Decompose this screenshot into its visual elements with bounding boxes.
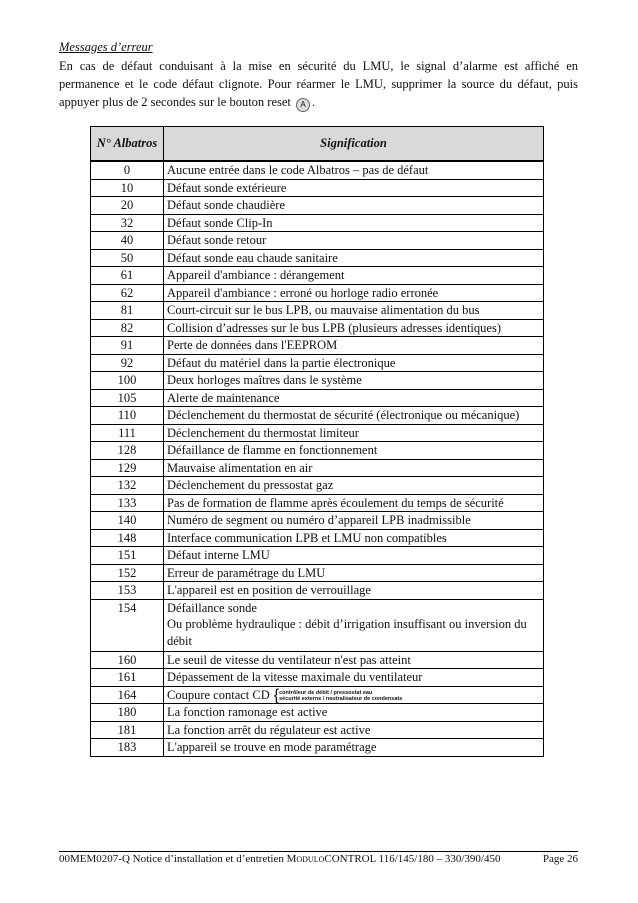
error-meaning-cell: Appareil d'ambiance : dérangement <box>164 267 544 285</box>
error-meaning-cell: Numéro de segment ou numéro d’appareil LPB inadmissible <box>164 512 544 530</box>
table-row <box>91 477 544 495</box>
error-meaning-cell: Déclenchement du thermostat limiteur <box>164 424 544 442</box>
error-meaning-cell: Le seuil de vitesse du ventilateur n'est pas atteint <box>164 651 544 669</box>
footer-doc-ref-a: 00MEM0207-Q Notice d’installation et d’entretien <box>59 853 287 865</box>
table-row <box>91 459 544 477</box>
table-row <box>91 232 544 250</box>
header-meaning: Signification <box>164 127 544 162</box>
table-row <box>91 564 544 582</box>
page-number: Page 26 <box>542 853 578 865</box>
error-code-cell: 92 <box>91 354 164 372</box>
table-row <box>91 512 544 530</box>
error-meaning-cell: Mauvaise alimentation en air <box>164 459 544 477</box>
table-row <box>91 179 544 197</box>
reset-button-icon: A <box>296 98 310 112</box>
page-footer <box>59 853 578 865</box>
brace-note <box>273 686 403 704</box>
error-code-cell: 132 <box>91 477 164 495</box>
error-meaning-cell: Défaut sonde retour <box>164 232 544 250</box>
error-code-cell: 110 <box>91 407 164 425</box>
error-meaning-cell: Défaillance de flamme en fonctionnement <box>164 442 544 460</box>
error-meaning-cell: Interface communication LPB et LMU non compatibles <box>164 529 544 547</box>
error-code-cell: 91 <box>91 337 164 355</box>
table-row <box>91 284 544 302</box>
table-row <box>91 721 544 739</box>
table-row <box>91 704 544 722</box>
error-code-cell: 10 <box>91 179 164 197</box>
error-code-cell: 0 <box>91 161 164 179</box>
error-meaning-cell: Défaut sonde eau chaude sanitaire <box>164 249 544 267</box>
error-meaning-cell: Dépassement de la vitesse maximale du ventilateur <box>164 669 544 687</box>
error-code-cell: 50 <box>91 249 164 267</box>
error-code-cell: 81 <box>91 302 164 320</box>
table-row <box>91 739 544 757</box>
error-code-table <box>90 126 544 757</box>
meaning-text: Coupure contact CD <box>167 687 270 702</box>
footer-doc-ref-b: CONTROL 116/145/180 – 330/390/450 <box>324 853 501 865</box>
table-row <box>91 161 544 179</box>
error-code-cell: 105 <box>91 389 164 407</box>
table-row <box>91 337 544 355</box>
error-meaning-cell <box>164 686 544 704</box>
table-row <box>91 669 544 687</box>
table-header-row <box>91 127 544 162</box>
meaning-line: Ou problème hydraulique : débit d’irrigation insuffisant ou inversion du débit <box>167 617 527 648</box>
table-row <box>91 267 544 285</box>
intro-paragraph <box>59 57 578 112</box>
footer-doc-ref-sc: Modulo <box>286 853 325 865</box>
intro-end: . <box>312 95 316 109</box>
error-meaning-cell: La fonction arrêt du régulateur est active <box>164 721 544 739</box>
error-code-cell: 161 <box>91 669 164 687</box>
error-meaning-cell: Défaut sonde Clip-In <box>164 214 544 232</box>
error-meaning-cell: L'appareil est en position de verrouillage <box>164 582 544 600</box>
error-meaning-cell: Collision d’adresses sur le bus LPB (plusieurs adresses identiques) <box>164 319 544 337</box>
table-row <box>91 249 544 267</box>
error-code-cell: 160 <box>91 651 164 669</box>
table-row <box>91 302 544 320</box>
error-code-cell: 154 <box>91 599 164 651</box>
error-meaning-cell: Aucune entrée dans le code Albatros – pas de défaut <box>164 161 544 179</box>
note-line: contrôleur de débit / pressostat eau <box>279 689 373 696</box>
footer-doc-ref <box>59 853 500 865</box>
table-row <box>91 407 544 425</box>
section-heading: Messages d’erreur <box>59 40 153 54</box>
table-row <box>91 197 544 215</box>
table-row <box>91 442 544 460</box>
error-meaning-cell <box>164 599 544 651</box>
table-row <box>91 319 544 337</box>
footer-rule <box>59 851 578 852</box>
error-code-cell: 111 <box>91 424 164 442</box>
error-meaning-cell: Court-circuit sur le bus LPB, ou mauvaise alimentation du bus <box>164 302 544 320</box>
error-code-cell: 164 <box>91 686 164 704</box>
error-meaning-cell: Alerte de maintenance <box>164 389 544 407</box>
error-meaning-cell: Défaut sonde extérieure <box>164 179 544 197</box>
error-meaning-cell: Défaut sonde chaudière <box>164 197 544 215</box>
error-code-cell: 82 <box>91 319 164 337</box>
error-code-cell: 128 <box>91 442 164 460</box>
table-row <box>91 389 544 407</box>
error-meaning-cell: Défaut interne LMU <box>164 547 544 565</box>
table-row <box>91 651 544 669</box>
table-row <box>91 424 544 442</box>
error-code-cell: 61 <box>91 267 164 285</box>
header-code: N° Albatros <box>91 127 164 162</box>
error-code-cell: 62 <box>91 284 164 302</box>
error-code-cell: 100 <box>91 372 164 390</box>
table-row <box>91 372 544 390</box>
error-meaning-cell: Déclenchement du thermostat de sécurité (électronique ou mécanique) <box>164 407 544 425</box>
error-meaning-cell: L'appareil se trouve en mode paramétrage <box>164 739 544 757</box>
brace-icon: { <box>273 686 280 704</box>
error-meaning-cell: Défaut du matériel dans la partie électronique <box>164 354 544 372</box>
error-code-cell: 151 <box>91 547 164 565</box>
error-meaning-cell: Perte de données dans l'EEPROM <box>164 337 544 355</box>
error-code-cell: 153 <box>91 582 164 600</box>
error-meaning-cell: Déclenchement du pressostat gaz <box>164 477 544 495</box>
error-meaning-cell: Appareil d'ambiance : erroné ou horloge radio erronée <box>164 284 544 302</box>
table-row <box>91 494 544 512</box>
error-code-cell: 20 <box>91 197 164 215</box>
table-row <box>91 354 544 372</box>
table-row <box>91 582 544 600</box>
error-code-cell: 183 <box>91 739 164 757</box>
table-row <box>91 599 544 651</box>
meaning-line: Défaillance sonde <box>167 600 257 615</box>
error-code-cell: 40 <box>91 232 164 250</box>
table-row <box>91 686 544 704</box>
error-code-cell: 129 <box>91 459 164 477</box>
table-row <box>91 529 544 547</box>
error-code-cell: 180 <box>91 704 164 722</box>
error-code-cell: 32 <box>91 214 164 232</box>
error-meaning-cell: La fonction ramonage est active <box>164 704 544 722</box>
error-code-cell: 148 <box>91 529 164 547</box>
error-meaning-cell: Deux horloges maîtres dans le système <box>164 372 544 390</box>
table-row <box>91 214 544 232</box>
error-meaning-cell: Erreur de paramétrage du LMU <box>164 564 544 582</box>
error-code-cell: 133 <box>91 494 164 512</box>
error-code-cell: 152 <box>91 564 164 582</box>
table-row <box>91 547 544 565</box>
error-code-cell: 140 <box>91 512 164 530</box>
error-code-cell: 181 <box>91 721 164 739</box>
note-line: sécurité externe / neutralisateur de condensats <box>279 695 403 702</box>
error-meaning-cell: Pas de formation de flamme après écoulement du temps de sécurité <box>164 494 544 512</box>
intro-text: En cas de défaut conduisant à la mise en sécurité du LMU, le signal d’alarme est affiché en permanence et le code défaut clignote. Pour réarmer le LMU, supprimer la source du défaut, puis appuyer plus de 2 secondes sur le bouton reset <box>59 59 578 109</box>
